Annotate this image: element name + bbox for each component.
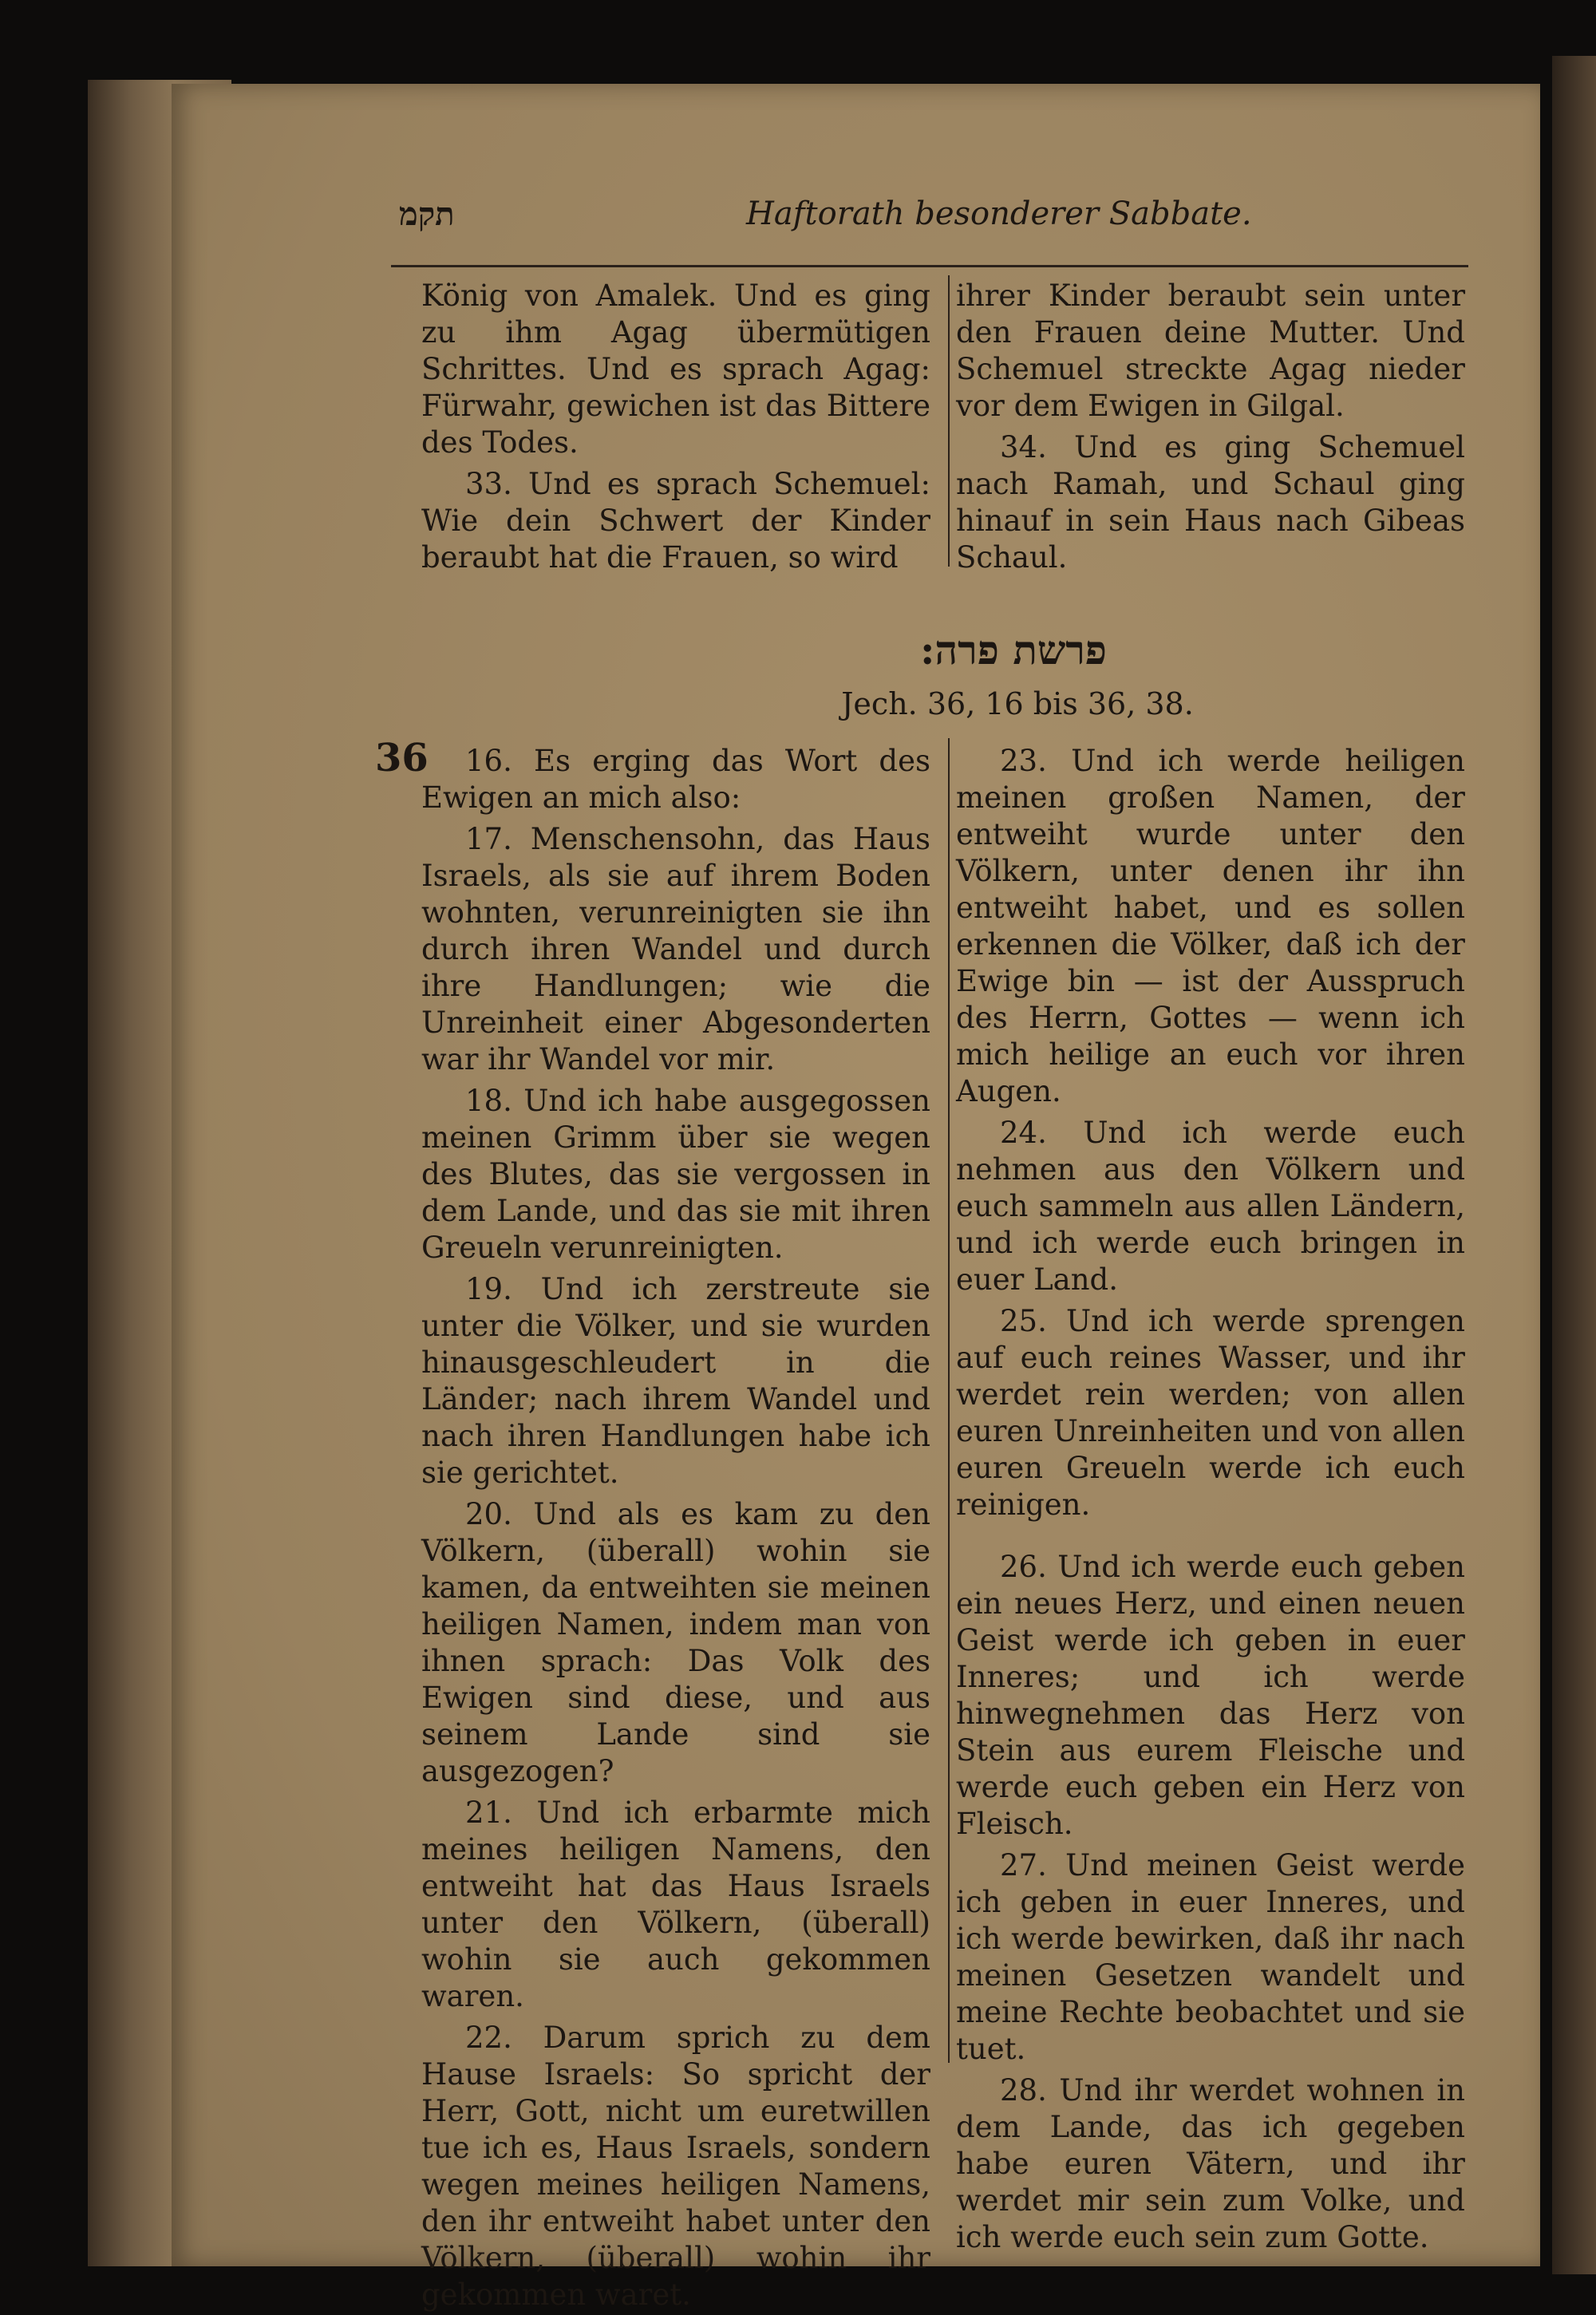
- bottom-left-column: [421, 738, 930, 2313]
- continued-paragraph: ihrer Kinder beraubt sein unter den Frauen deine Mutter. Und Schemuel streckte Agag nieder vor dem Ewigen in Gilgal.: [956, 279, 1465, 423]
- verse-paragraph: 34. Und es ging Schemuel nach Ramah, und Schaul ging hinauf in sein Haus nach Gibeas Schaul.: [956, 430, 1465, 575]
- column-divider-top: [948, 275, 950, 567]
- verse-paragraph: 25. Und ich werde sprengen auf euch reines Wasser, und ihr werdet rein werden; von allen euren Unreinheiten und von allen euren Greueln werde ich euch reinigen.: [956, 1304, 1465, 1522]
- running-title: Haftorath besonderer Sabbate.: [746, 196, 1252, 232]
- verse-paragraph: 28. Und ihr werdet wohnen in dem Lande, das ich gegeben habe euren Vätern, und ihr werdet mir sein zum Volke, und ich werde euch sein zum Gotte.: [956, 2073, 1465, 2254]
- verse-paragraph: 33. Und es sprach Schemuel: Wie dein Schwert der Kinder beraubt hat die Frauen, so wird: [421, 467, 930, 575]
- continued-paragraph: König von Amalek. Und es ging zu ihm Agag übermütigen Schrittes. Und es sprach Agag: Fürwahr, gewichen ist das Bittere des Todes.: [421, 279, 930, 460]
- top-left-column: [421, 278, 930, 576]
- verse-paragraph: 17. Menschensohn, das Haus Israels, als sie auf ihrem Boden wohnten, verunreinigten sie ihn durch ihren Wandel und durch ihre Handlungen; wie die Unreinheit einer Abgesonderten war ihr Wandel vor mir.: [421, 822, 930, 1077]
- verse-paragraph: 16. Es erging das Wort des Ewigen an mich also:: [421, 744, 930, 815]
- verse-paragraph: 27. Und meinen Geist werde ich geben in euer Inneres, und ich werde bewirken, daß ihr nach meinen Gesetzen wandelt und meine Rechte beobachtet und sie tuet.: [956, 1848, 1465, 2066]
- verse-paragraph: 18. Und ich habe ausgegossen meinen Grimm über sie wegen des Blutes, das sie vergossen in dem Lande, und das sie mit ihren Greueln verunreinigten.: [421, 1084, 930, 1265]
- column-divider-bottom: [948, 738, 950, 2063]
- section-reference: Jech. 36, 16 bis 36, 38.: [841, 686, 1194, 721]
- bottom-right-column: [956, 738, 1465, 2256]
- section-title: פרשת פרה:: [919, 626, 1108, 674]
- verse-paragraph: 26. Und ich werde euch geben ein neues Herz, und einen neuen Geist werde ich geben in euer Inneres; und ich werde hinwegnehmen das Herz von Stein aus eurem Fleische und werde euch geben ein Herz von Fleisch.: [956, 1550, 1465, 1841]
- verse-paragraph: 22. Darum sprich zu dem Hause Israels: So spricht der Herr, Gott, nicht um euretwillen tue ich es, Haus Israels, sondern wegen meines heiligen Namens, den ihr entweiht habet unter den Völkern, (überall) wohin ihr gekommen waret.: [421, 2021, 930, 2312]
- verse-paragraph: 19. Und ich zerstreute sie unter die Völker, und sie wurden hinausgeschleudert in die Länder; nach ihrem Wandel und nach ihren Handlungen habe ich sie gerichtet.: [421, 1272, 930, 1490]
- page-header: [399, 196, 1468, 243]
- chapter-number: 36: [375, 736, 429, 780]
- verse-paragraph: 23. Und ich werde heiligen meinen großen Namen, der entweiht wurde unter den Völkern, unter denen ihr ihn entweiht habet, und es sollen erkennen die Völker, daß ich der Ewige bin — ist der Ausspruch des Herrn, Gottes — wenn ich mich heilige an euch vor ihren Augen.: [956, 744, 1465, 1108]
- paragraph-gap: [956, 1523, 1465, 1544]
- verse-paragraph: 20. Und als es kam zu den Völkern, (überall) wohin sie kamen, da entweihten sie meinen heiligen Namen, indem man von ihnen sprach: Das Volk des Ewigen sind diese, und aus seinem Lande sind sie ausgezogen?: [421, 1497, 930, 1788]
- verse-paragraph: 24. Und ich werde euch nehmen aus den Völkern und euch sammeln aus allen Ländern, und ich werde euch bringen in euer Land.: [956, 1116, 1465, 1297]
- top-right-column: [956, 278, 1465, 576]
- page-number: תקמ: [399, 196, 455, 233]
- verse-paragraph: 21. Und ich erbarmte mich meines heiligen Namens, den entweiht hat das Haus Israels unter den Völkern, (überall) wohin sie auch gekommen waren.: [421, 1796, 930, 2013]
- facing-page-edge: [1552, 56, 1596, 2274]
- header-rule: [391, 265, 1468, 267]
